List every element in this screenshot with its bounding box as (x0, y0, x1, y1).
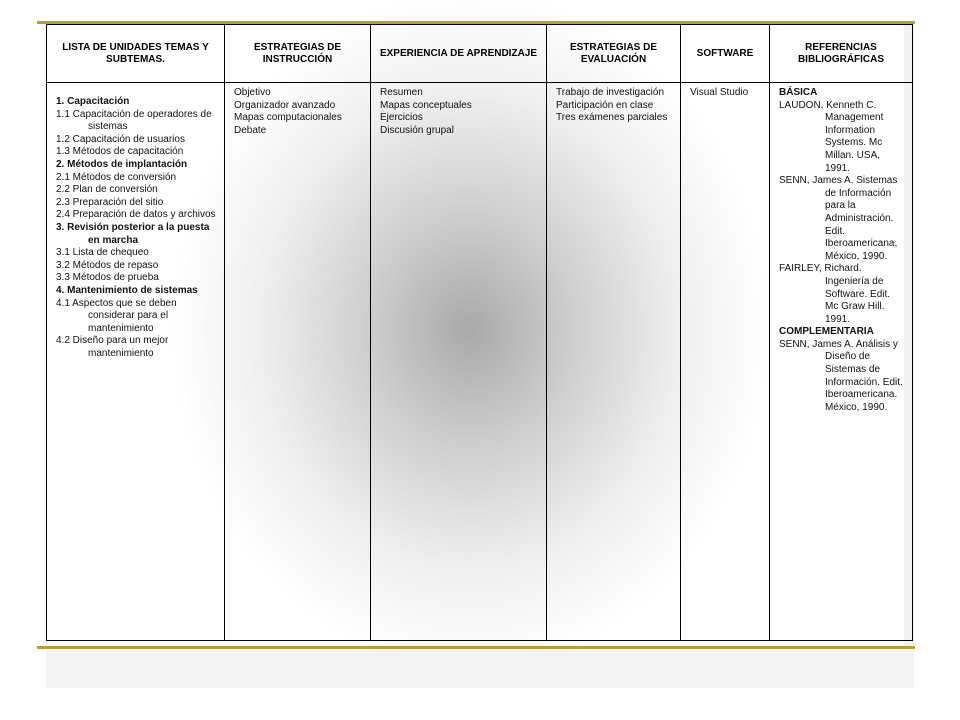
list-item: Mapas conceptuales (380, 99, 472, 111)
list-item: Mapas computacionales (234, 112, 342, 124)
cell-instruccion (225, 83, 371, 641)
list-item: 4.1 Aspectos que se deben considerar para el mantenimiento (56, 297, 177, 334)
list-item: FAIRLEY, Richard. Ingeniería de Software. Edit. Mc Graw Hill. 1991. (779, 263, 891, 325)
list-item: Ejercicios (380, 112, 423, 124)
list-item: BÁSICA (779, 87, 818, 98)
list-item: SENN, James A. Análisis y Diseño de Sistemas de Información. Edit. Iberoamericana. México, 1990. (779, 338, 903, 413)
footer-band (46, 650, 914, 688)
list-item: 4. Mantenimiento de sistemas (56, 284, 198, 296)
list-item: 3.2 Métodos de repaso (56, 259, 159, 271)
list-item: 1.1 Capacitación de operadores de sistemas (56, 108, 212, 133)
header-referencias: REFERENCIAS BIBLIOGRÁFICAS (770, 25, 913, 83)
list-item: 1.3 Métodos de capacitación (56, 146, 184, 158)
header-software: SOFTWARE (681, 25, 770, 83)
list-item: COMPLEMENTARIA (779, 326, 874, 338)
course-plan-table (46, 24, 913, 641)
list-item: 1.2 Capacitación de usuarios (56, 133, 185, 145)
list-item: Resumen (380, 87, 423, 98)
list-item: Discusión grupal (380, 124, 454, 136)
list-item: Objetivo (234, 87, 271, 98)
list-item: Organizador avanzado (234, 99, 336, 111)
list-item: Tres exámenes parciales (556, 112, 668, 124)
list-item: Debate (234, 124, 267, 136)
header-evaluacion: ESTRATEGIAS DE EVALUACIÓN (547, 25, 681, 83)
list-item: Trabajo de investigación (556, 87, 665, 98)
list-item: 3.3 Métodos de prueba (56, 272, 159, 284)
list-item: Visual Studio (690, 87, 749, 98)
cell-software (681, 83, 770, 641)
list-item: 3.1 Lista de chequeo (56, 247, 149, 259)
unidades-list (56, 96, 216, 360)
list-item: 2.4 Preparación de datos y archivos (56, 209, 216, 221)
list-item: 2.1 Métodos de conversión (56, 171, 177, 183)
cell-aprendizaje (371, 83, 547, 641)
list-item: 4.2 Diseño para un mejor mantenimiento (56, 335, 169, 359)
list-item: SENN, James A. Sistemas de Información para la Administración. Edit. Iberoamericana, México, 1990. (779, 175, 898, 262)
cell-referencias (770, 83, 913, 641)
cell-evaluacion (547, 83, 681, 641)
header-instruccion: ESTRATEGIAS DE INSTRUCCIÓN (225, 25, 371, 83)
list-item: LAUDON, Kenneth C. Management Information Systems. Mc Millan. USA, 1991. (779, 99, 884, 174)
list-item: Participación en clase (556, 99, 654, 111)
header-unidades: LISTA DE UNIDADES TEMAS Y SUBTEMAS. (47, 25, 225, 83)
list-item: 3. Revisión posterior a la puesta en marcha (56, 221, 210, 246)
bottom-accent-line (37, 646, 915, 649)
list-item: 2.2 Plan de conversión (56, 184, 158, 196)
list-item: 1. Capacitación (56, 96, 130, 107)
cell-unidades (47, 83, 225, 641)
list-item: 2.3 Preparación del sitio (56, 196, 164, 208)
header-aprendizaje: EXPERIENCIA DE APRENDIZAJE (371, 25, 547, 83)
content-row (47, 83, 913, 641)
header-row (47, 25, 913, 83)
list-item: 2. Métodos de implantación (56, 158, 188, 170)
